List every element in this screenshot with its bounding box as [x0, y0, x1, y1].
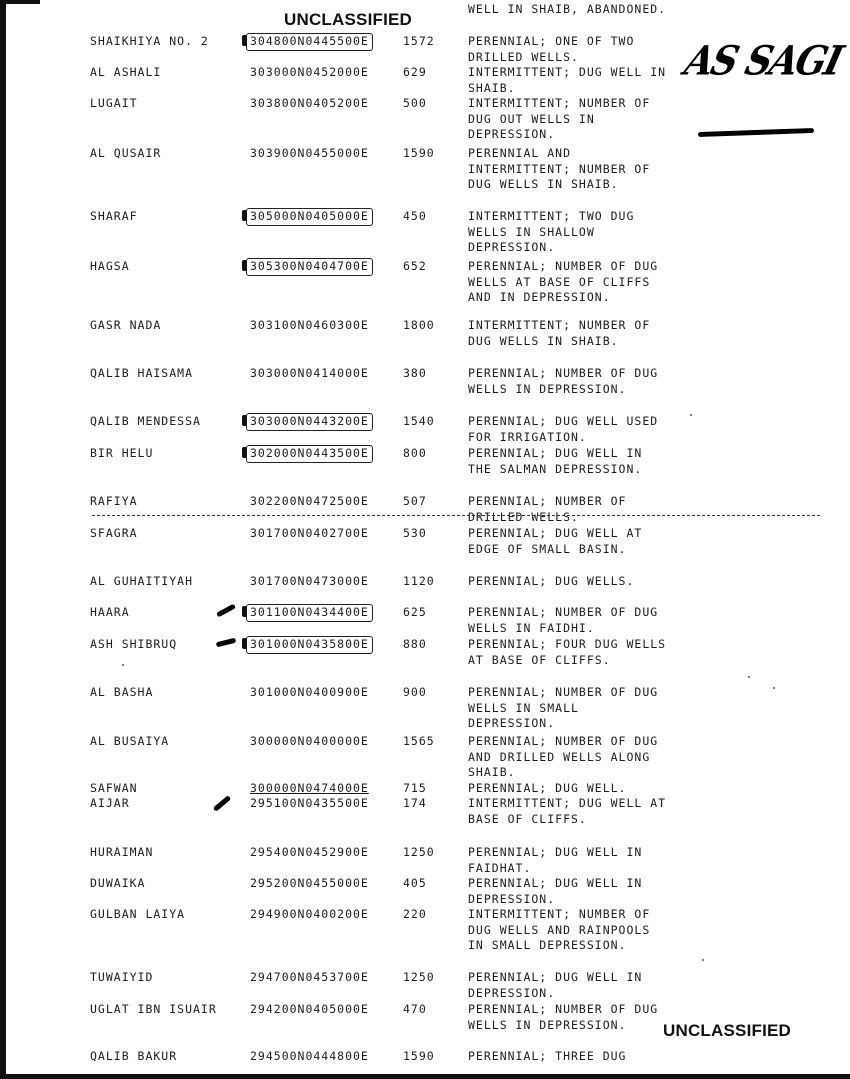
site-value: 1572 [403, 34, 435, 48]
site-name: DUWAIKA [90, 876, 146, 890]
scan-edge-left [0, 0, 6, 1079]
site-description: INTERMITTENT; DUG WELL IN SHAIB. [468, 65, 667, 95]
classification-bottom: UNCLASSIFIED [663, 1021, 792, 1040]
site-coordinates: 303900N0455000E [250, 146, 369, 160]
site-value: 507 [403, 494, 427, 508]
site-name: AL QUSAIR [90, 146, 162, 160]
site-name: AL GUHAITIYAH [90, 574, 194, 588]
site-name: RAFIYA [90, 494, 138, 508]
site-description: INTERMITTENT; DUG WELL AT BASE OF CLIFFS. [468, 796, 667, 826]
site-value: 625 [403, 605, 427, 619]
site-coordinates: 302000N0443500E [246, 445, 373, 463]
pen-tick-mark [213, 795, 232, 812]
site-coordinates: 294500N0444800E [250, 1049, 369, 1063]
scan-speck [690, 414, 692, 416]
pen-tick-mark [216, 604, 236, 618]
handwritten-annotation: AS SAGI [680, 37, 846, 85]
site-description: PERENNIAL; NUMBER OF DRILLED WELLS. [468, 494, 627, 524]
site-coordinates: 303000N0414000E [250, 366, 369, 380]
site-name: HAGSA [90, 259, 130, 273]
site-value: 1565 [403, 734, 435, 748]
classification-top: UNCLASSIFIED [284, 10, 413, 29]
site-description: PERENNIAL; NUMBER OF DUG WELLS IN DEPRESSION. [468, 1002, 659, 1032]
site-value: 450 [403, 209, 427, 223]
site-coordinates: 303000N0452000E [250, 65, 369, 79]
scan-speck [702, 959, 704, 961]
site-description: PERENNIAL AND INTERMITTENT; NUMBER OF DUG WELLS IN SHAIB. [468, 146, 651, 192]
site-name: GASR NADA [90, 318, 162, 332]
site-description: PERENNIAL; NUMBER OF DUG WELLS IN SMALL DEPRESSION. [468, 685, 659, 731]
site-description: PERENNIAL; DUG WELL IN THE SALMAN DEPRESSION. [468, 446, 643, 476]
site-name: TUWAIYID [90, 970, 154, 984]
site-coordinates: 295100N0435500E [250, 796, 369, 810]
site-name: HAARA [90, 605, 130, 619]
site-description: PERENNIAL; NUMBER OF DUG WELLS AT BASE OF CLIFFS AND IN DEPRESSION. [468, 259, 659, 305]
site-name: LUGAIT [90, 96, 138, 110]
site-value: 1590 [403, 146, 435, 160]
site-description: PERENNIAL; DUG WELL IN FAIDHAT. [468, 845, 643, 875]
site-value: 380 [403, 366, 427, 380]
site-name: SHAIKHIYA NO. 2 [90, 34, 209, 48]
site-value: 652 [403, 259, 427, 273]
pen-tick-mark [216, 638, 237, 648]
site-name: QALIB BAKUR [90, 1049, 178, 1063]
site-coordinates: 295200N0455000E [250, 876, 369, 890]
site-name: AIJAR [90, 796, 130, 810]
site-name: QALIB MENDESSA [90, 414, 201, 428]
site-coordinates: 303000N0443200E [246, 413, 373, 431]
site-value: 1120 [403, 574, 435, 588]
site-value: 1250 [403, 845, 435, 859]
site-name: AL ASHALI [90, 65, 162, 79]
site-coordinates: 301000N0435800E [246, 636, 373, 654]
dashed-rule [92, 515, 820, 516]
site-value: 1250 [403, 970, 435, 984]
site-coordinates: 294700N0453700E [250, 970, 369, 984]
scan-edge-bottom [0, 1074, 850, 1079]
site-value: 715 [403, 781, 427, 795]
site-coordinates: 300000N0400000E [250, 734, 369, 748]
site-description: INTERMITTENT; TWO DUG WELLS IN SHALLOW DEPRESSION. [468, 209, 635, 255]
site-value: 470 [403, 1002, 427, 1016]
site-description: PERENNIAL; DUG WELLS. [468, 574, 635, 588]
site-coordinates: 303800N0405200E [250, 96, 369, 110]
site-coordinates: 301700N0402700E [250, 526, 369, 540]
site-coordinates: 305000N0405000E [246, 208, 373, 226]
site-description: PERENNIAL; DUG WELL IN DEPRESSION. [468, 970, 643, 1000]
site-name: ASH SHIBRUQ [90, 637, 178, 651]
site-description: PERENNIAL; NUMBER OF DUG WELLS IN DEPRESSION. [468, 366, 659, 396]
scan-speck [122, 664, 124, 666]
site-description: PERENNIAL; DUG WELL. [468, 781, 627, 795]
site-name: AL BUSAIYA [90, 734, 170, 748]
site-name: SHARAF [90, 209, 138, 223]
site-coordinates: 301700N0473000E [250, 574, 369, 588]
site-coordinates: 301100N0434400E [246, 604, 373, 622]
pen-underline [698, 128, 814, 137]
site-coordinates: 302200N0472500E [250, 494, 369, 508]
site-value: 405 [403, 876, 427, 890]
site-value: 900 [403, 685, 427, 699]
site-value: 220 [403, 907, 427, 921]
site-coordinates: 295400N0452900E [250, 845, 369, 859]
site-value: 629 [403, 65, 427, 79]
site-name: AL BASHA [90, 685, 154, 699]
site-value: 174 [403, 796, 427, 810]
site-coordinates: 294200N0405000E [250, 1002, 369, 1016]
site-value: 500 [403, 96, 427, 110]
site-value: 880 [403, 637, 427, 651]
scan-edge-top [0, 0, 40, 4]
site-description: INTERMITTENT; NUMBER OF DUG OUT WELLS IN DEPRESSION. [468, 96, 651, 142]
site-name: QALIB HAISAMA [90, 366, 194, 380]
site-description: INTERMITTENT; NUMBER OF DUG WELLS IN SHAIB. [468, 318, 651, 348]
site-name: GULBAN LAIYA [90, 907, 186, 921]
site-value: 1800 [403, 318, 435, 332]
scan-speck [773, 687, 775, 689]
site-coordinates: 304800N0445500E [246, 33, 373, 51]
site-name: BIR HELU [90, 446, 154, 460]
site-name: HURAIMAN [90, 845, 154, 859]
site-description: PERENNIAL; FOUR DUG WELLS AT BASE OF CLIFFS. [468, 637, 667, 667]
site-value: 530 [403, 526, 427, 540]
site-description: PERENNIAL; DUG WELL IN DEPRESSION. [468, 876, 643, 906]
site-description: PERENNIAL; ONE OF TWO DRILLED WELLS. [468, 34, 635, 64]
site-name: SFAGRA [90, 526, 138, 540]
continued-description: WELL IN SHAIB, ABANDONED. [468, 2, 667, 16]
site-description: PERENNIAL; THREE DUG [468, 1049, 627, 1063]
site-value: 800 [403, 446, 427, 460]
site-coordinates: 301000N0400900E [250, 685, 369, 699]
scan-speck [748, 676, 750, 678]
site-coordinates: 305300N0404700E [246, 258, 373, 276]
site-description: INTERMITTENT; NUMBER OF DUG WELLS AND RAINPOOLS IN SMALL DEPRESSION. [468, 907, 651, 953]
site-description: PERENNIAL; NUMBER OF DUG WELLS IN FAIDHI. [468, 605, 659, 635]
site-description: PERENNIAL; NUMBER OF DUG AND DRILLED WELLS ALONG SHAIB. [468, 734, 659, 780]
site-coordinates: 294900N0400200E [250, 907, 369, 921]
site-coordinates: 303100N0460300E [250, 318, 369, 332]
site-name: UGLAT IBN ISUAIR [90, 1002, 217, 1016]
site-name: SAFWAN [90, 781, 138, 795]
site-value: 1540 [403, 414, 435, 428]
site-coordinates: 300000N0474000E [250, 781, 369, 795]
site-description: PERENNIAL; DUG WELL AT EDGE OF SMALL BASIN. [468, 526, 643, 556]
site-description: PERENNIAL; DUG WELL USED FOR IRRIGATION. [468, 414, 659, 444]
site-value: 1590 [403, 1049, 435, 1063]
